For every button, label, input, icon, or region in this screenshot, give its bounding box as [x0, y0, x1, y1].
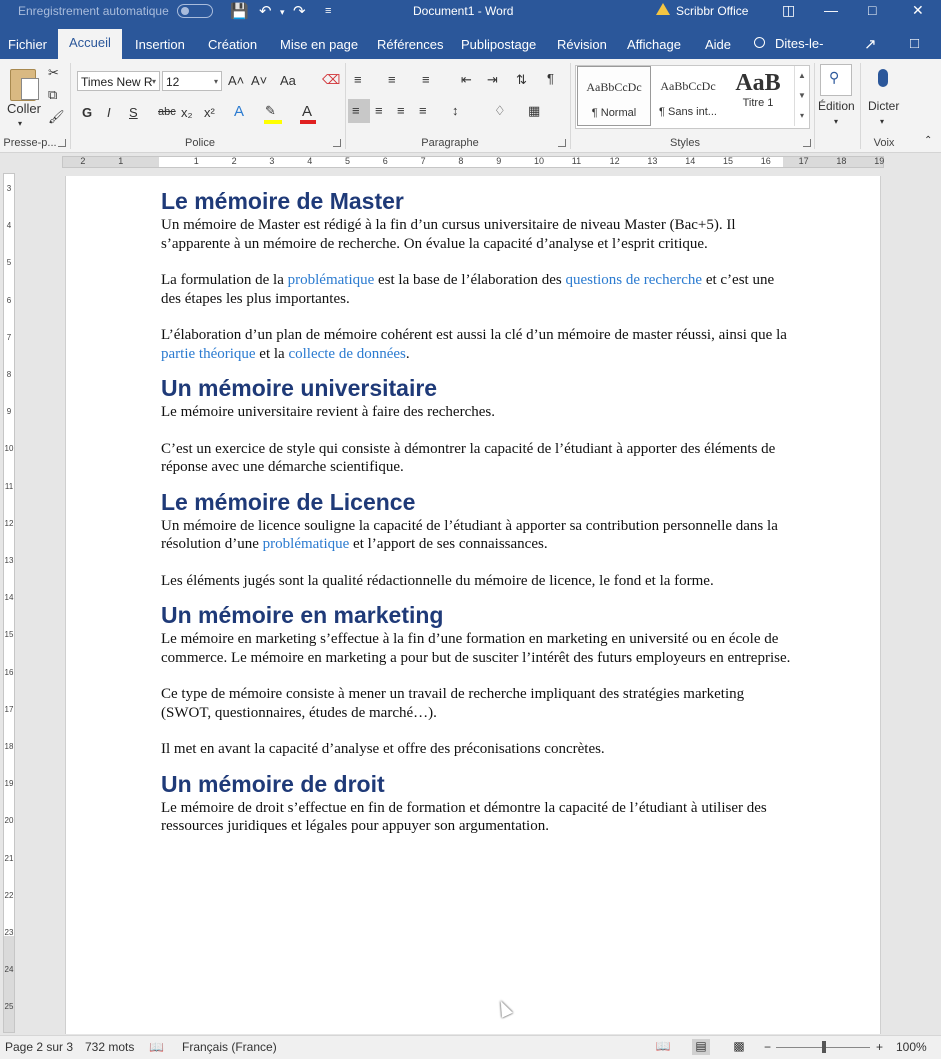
tab-publipostage[interactable]: Publipostage [461, 37, 537, 52]
text-run: Ce type de mémoire consiste à mener un travail de recherche impliquant des stratégies marketing (SWOT, questionnaires, études de marché…). [161, 686, 745, 721]
font-size-value: 12 [166, 75, 180, 89]
ruler-number: 3 [269, 156, 275, 166]
word-count[interactable]: 732 mots [85, 1040, 135, 1054]
zoom-level[interactable]: 100% [896, 1040, 927, 1054]
ruler-number: 22 [4, 890, 14, 900]
paste-icon[interactable] [10, 69, 36, 101]
sort-icon[interactable]: ⇅ [516, 72, 527, 87]
ruler-number: 12 [609, 156, 620, 166]
body-paragraph[interactable] [161, 685, 791, 722]
tab-revision[interactable]: Révision [557, 37, 607, 52]
hyperlink[interactable]: questions de recherche [565, 272, 703, 288]
ruler-number: 15 [4, 630, 14, 640]
ruler-number: 16 [4, 667, 14, 677]
style-heading-1[interactable] [721, 66, 795, 126]
highlight-icon[interactable]: ✎ [265, 103, 276, 118]
ruler-number: 14 [4, 593, 14, 603]
body-paragraph[interactable] [161, 440, 791, 477]
undo-dropdown-icon[interactable]: ▾ [280, 7, 285, 17]
group-separator [70, 63, 71, 149]
scroll-down-icon[interactable]: ▼ [798, 91, 806, 100]
tab-creation[interactable]: Création [208, 37, 258, 52]
vertical-ruler[interactable] [3, 173, 15, 1033]
justify-icon[interactable]: ≡ [419, 103, 427, 118]
section-heading[interactable]: Le mémoire de Licence [161, 488, 416, 515]
ruler-number: 5 [345, 156, 351, 166]
body-paragraph[interactable] [161, 216, 791, 253]
ruler-number: 18 [4, 742, 14, 751]
increase-indent-icon[interactable]: ⇥ [487, 72, 498, 87]
autosave-label: Enregistrement automatique [18, 4, 169, 18]
redo-icon[interactable]: ↷ [293, 3, 306, 20]
title-bar [0, 0, 941, 24]
ruler-number: 3 [6, 184, 12, 193]
group-separator [570, 63, 571, 149]
tab-references[interactable]: Références [377, 37, 444, 52]
font-name-value: Times New R [81, 75, 153, 89]
text-run: L’élaboration d’un plan de mémoire cohérent est aussi la clé d’un mémoire de master réussi, ainsi que la [161, 327, 787, 343]
style-sample: AaBbCcDc [586, 80, 642, 94]
paragraph-launcher-icon[interactable] [558, 139, 566, 147]
text-run: est la base de l’élaboration des [374, 272, 566, 288]
scroll-up-icon[interactable]: ▲ [798, 71, 806, 80]
ribbon [0, 59, 941, 153]
ruler-number: 12 [4, 518, 14, 528]
text-run: Il met en avant la capacité d’analyse et offre des préconisations concrètes. [161, 741, 605, 757]
ruler-number: 13 [647, 156, 658, 166]
ruler-number: 17 [4, 704, 14, 714]
strikethrough-button[interactable]: abc [158, 106, 176, 118]
chevron-down-icon: ▾ [213, 77, 218, 86]
tab-accueil[interactable]: Accueil [58, 29, 122, 59]
save-icon[interactable]: 💾 [230, 3, 249, 20]
ruler-number: 13 [4, 556, 14, 565]
text-run: Un mémoire de Master est rédigé à la fin d’un cursus universitaire de niveau Master (Bac+5). Il s’apparente à un mémoire de recherche. On évalue la capacité d’analyse et l’esprit critique. [161, 217, 736, 252]
group-label-font: Police [185, 137, 215, 149]
hyperlink[interactable]: problématique [287, 272, 375, 288]
text-run: Le mémoire en marketing s’effectue à la fin d’une formation en marketing en université ou en école de commerce. Le mémoire en marketing a pour but de susciter l’intérêt des futurs employeurs en entreprise. [161, 631, 791, 666]
italic-button[interactable]: I [107, 105, 111, 120]
font-launcher-icon[interactable] [333, 139, 341, 147]
ruler-number: 25 [4, 1002, 14, 1012]
text-run: et la [255, 345, 289, 362]
ruler-number: 6 [382, 156, 388, 166]
collapse-ribbon-icon[interactable]: ⌃ [924, 135, 933, 146]
maximize-icon[interactable]: □ [868, 2, 877, 18]
document-body[interactable] [161, 186, 791, 846]
bullets-icon[interactable]: ≡ [354, 72, 362, 87]
group-label-styles: Styles [670, 137, 700, 149]
ruler-number: 9 [496, 156, 502, 166]
borders-icon[interactable]: ▦ [528, 103, 541, 118]
text-run: C’est un exercice de style qui consiste à démontrer la capacité de l’étudiant à apporter des éléments de réponse avec une démarche scientifique. [161, 440, 776, 475]
proofing-icon[interactable]: 📖 [149, 1040, 164, 1054]
ruler-number: 23 [4, 928, 14, 937]
tab-insertion[interactable]: Insertion [135, 37, 185, 52]
ruler-number: 17 [798, 156, 809, 166]
copy-icon[interactable]: ⧉ [48, 87, 58, 102]
addin-label[interactable]: Scribbr Office [676, 4, 749, 18]
bold-button[interactable]: G [82, 105, 93, 120]
text-run: Les éléments jugés sont la qualité rédactionnelle du mémoire de licence, le fond et la forme. [161, 572, 714, 589]
body-paragraph[interactable] [161, 572, 791, 591]
styles-gallery [575, 65, 810, 129]
editing-button[interactable]: Édition [818, 99, 855, 113]
text-effects-icon[interactable]: A [234, 103, 245, 120]
ribbon-display-icon[interactable]: ◫ [782, 2, 796, 18]
document-page[interactable] [65, 176, 881, 1034]
body-paragraph[interactable] [161, 517, 791, 554]
microphone-icon[interactable] [878, 69, 888, 87]
ruler-number: 8 [458, 156, 464, 166]
format-painter-icon[interactable]: 🖌 [48, 109, 65, 124]
ruler-number: 10 [534, 156, 545, 166]
undo-icon[interactable]: ↶ [259, 3, 272, 20]
shrink-font-button[interactable]: A˅ [251, 73, 268, 88]
align-center-icon[interactable]: ≡ [375, 103, 383, 118]
tell-me-input[interactable]: Dites-le- [775, 36, 824, 51]
ruler-number: 1 [193, 156, 199, 166]
font-name-combo[interactable] [77, 71, 160, 91]
style-normal[interactable] [577, 66, 651, 126]
ruler-number: 5 [6, 258, 12, 268]
comments-icon[interactable]: □ [910, 35, 920, 52]
paste-dropdown-icon[interactable]: ▾ [18, 119, 23, 128]
ruler-number: 7 [420, 156, 426, 166]
warning-icon [656, 3, 670, 15]
customize-qat-icon[interactable]: ≡ [325, 5, 332, 17]
line-spacing-icon[interactable]: ↕ [452, 103, 459, 118]
clipboard-launcher-icon[interactable] [58, 139, 66, 147]
clear-formatting-icon[interactable]: ⌫ [322, 72, 341, 87]
tab-mise-en-page[interactable]: Mise en page [280, 37, 359, 52]
hyperlink[interactable]: collecte de données [288, 345, 406, 362]
style-name: ¶ Normal [591, 107, 637, 119]
status-bar [0, 1035, 941, 1059]
ruler-number: 7 [6, 332, 12, 342]
ruler-number: 10 [4, 444, 14, 454]
style-sample: AaBbCcDc [660, 79, 716, 93]
share-icon[interactable]: ↗ [864, 36, 877, 53]
magnifier-icon: ⚲ [829, 69, 840, 85]
ruler-number: 24 [4, 965, 14, 975]
body-paragraph[interactable] [161, 403, 791, 422]
ruler-number: 8 [6, 370, 12, 379]
zoom-out-icon[interactable]: − [764, 1040, 772, 1054]
section-heading[interactable]: Le mémoire de Master [161, 188, 404, 214]
section-heading[interactable]: Un mémoire universitaire [161, 375, 438, 401]
read-mode-icon[interactable]: 📖 [655, 1039, 671, 1053]
group-label-paragraph: Paragraphe [421, 137, 479, 149]
text-run: La formulation de la [161, 272, 288, 288]
underline-button[interactable]: S [129, 105, 138, 120]
grow-font-button[interactable]: A˄ [228, 73, 245, 88]
chevron-down-icon[interactable]: ▾ [880, 117, 885, 126]
section-heading[interactable]: Un mémoire de droit [161, 770, 385, 797]
paste-button[interactable]: Coller [7, 101, 41, 116]
style-name: Titre 1 [742, 97, 774, 109]
ruler-number: 19 [874, 156, 885, 166]
ruler-number: 4 [307, 156, 313, 166]
decrease-indent-icon[interactable]: ⇤ [461, 72, 472, 87]
font-color-icon[interactable]: A [302, 103, 313, 120]
ruler-number: 15 [723, 156, 734, 166]
style-name: ¶ Sans int... [659, 106, 717, 118]
text-run: Un mémoire de licence souligne la capacité de l’étudiant à apporter sa contribution personnelle dans la résolution d’une [161, 517, 778, 552]
cut-icon[interactable]: ✂ [48, 65, 59, 80]
document-title: Document1 - Word [413, 4, 514, 18]
group-separator [860, 63, 861, 149]
group-label-voice: Voix [873, 137, 895, 149]
group-label-clipboard: Presse-p... [3, 137, 57, 149]
page-count[interactable]: Page 2 sur 3 [5, 1040, 74, 1054]
body-paragraph[interactable] [161, 326, 791, 363]
align-left-icon[interactable]: ≡ [352, 103, 360, 118]
body-paragraph[interactable] [161, 271, 791, 308]
zoom-slider-thumb[interactable] [822, 1041, 826, 1053]
group-separator [345, 63, 346, 149]
hyperlink[interactable]: partie théorique [161, 345, 256, 362]
text-run: et l’apport de ses connaissances. [349, 536, 548, 552]
shading-icon[interactable]: ♢ [494, 103, 506, 118]
body-paragraph[interactable] [161, 740, 791, 759]
ribbon-tabs [0, 24, 941, 59]
style-sample: AaB [735, 70, 781, 96]
superscript-button[interactable]: x² [204, 105, 215, 120]
change-case-button[interactable]: Aa [280, 73, 296, 88]
section-heading[interactable]: Un mémoire en marketing [161, 602, 444, 628]
ruler-number: 19 [4, 779, 14, 789]
autosave-toggle[interactable] [177, 4, 213, 18]
multilevel-list-icon[interactable]: ≡ [422, 72, 430, 87]
font-size-combo[interactable] [162, 71, 222, 91]
ruler-number: 11 [4, 481, 14, 491]
close-icon[interactable]: ✕ [912, 2, 924, 18]
ruler-bottom-margin [4, 936, 14, 1032]
tab-fichier[interactable]: Fichier [8, 37, 48, 52]
language-label[interactable]: Français (France) [182, 1040, 277, 1054]
horizontal-ruler[interactable] [62, 156, 884, 168]
dictate-button[interactable]: Dicter [868, 99, 900, 113]
minimize-icon[interactable]: — [824, 2, 838, 18]
numbering-icon[interactable]: ≡ [388, 72, 396, 87]
ruler-number: 2 [231, 156, 237, 166]
ruler-number: 20 [4, 816, 14, 826]
text-run: et c’est une des étapes les plus importantes. [161, 272, 775, 307]
ruler-number: 14 [685, 156, 696, 166]
ruler-number: 21 [4, 853, 14, 863]
more-styles-icon[interactable]: ▾ [799, 111, 804, 120]
ruler-number: 1 [118, 156, 124, 166]
tab-aide[interactable]: Aide [705, 37, 732, 52]
zoom-in-icon[interactable]: + [876, 1040, 884, 1054]
font-color-swatch [300, 120, 316, 124]
lightbulb-icon [754, 37, 765, 48]
style-no-spacing[interactable] [651, 66, 725, 126]
subscript-button[interactable]: x₂ [181, 105, 193, 120]
text-run: Le mémoire universitaire revient à faire des recherches. [161, 404, 495, 420]
hyperlink[interactable]: problématique [262, 536, 350, 552]
body-paragraph[interactable] [161, 630, 791, 667]
body-paragraph[interactable] [161, 799, 791, 836]
tab-affichage[interactable]: Affichage [627, 37, 681, 52]
ruler-number: 6 [6, 295, 12, 305]
text-run: Le mémoire de droit s’effectue en fin de formation et démontre la capacité de l’étudiant à utiliser des ressources juridiques et légales pour appuyer son argumentation. [161, 799, 767, 834]
web-layout-icon[interactable]: ▩ [733, 1039, 745, 1053]
show-marks-button[interactable]: ¶ [547, 71, 554, 86]
ruler-left-margin [63, 157, 159, 167]
styles-scroll [794, 66, 809, 126]
ruler-number: 9 [6, 407, 12, 417]
group-separator [814, 63, 815, 149]
align-right-icon[interactable]: ≡ [397, 103, 405, 118]
ruler-number: 18 [836, 156, 847, 166]
highlight-color-swatch [264, 120, 282, 124]
text-run: . [405, 345, 410, 362]
ruler-number: 11 [571, 156, 582, 166]
print-layout-icon[interactable]: ▤ [692, 1039, 710, 1055]
ruler-number: 16 [760, 156, 771, 166]
ruler-number: 2 [80, 156, 86, 166]
chevron-down-icon: ▾ [151, 77, 156, 86]
ruler-number: 4 [6, 221, 12, 231]
horizontal-ruler-area [0, 153, 941, 171]
chevron-down-icon[interactable]: ▾ [834, 117, 839, 126]
styles-launcher-icon[interactable] [803, 139, 811, 147]
